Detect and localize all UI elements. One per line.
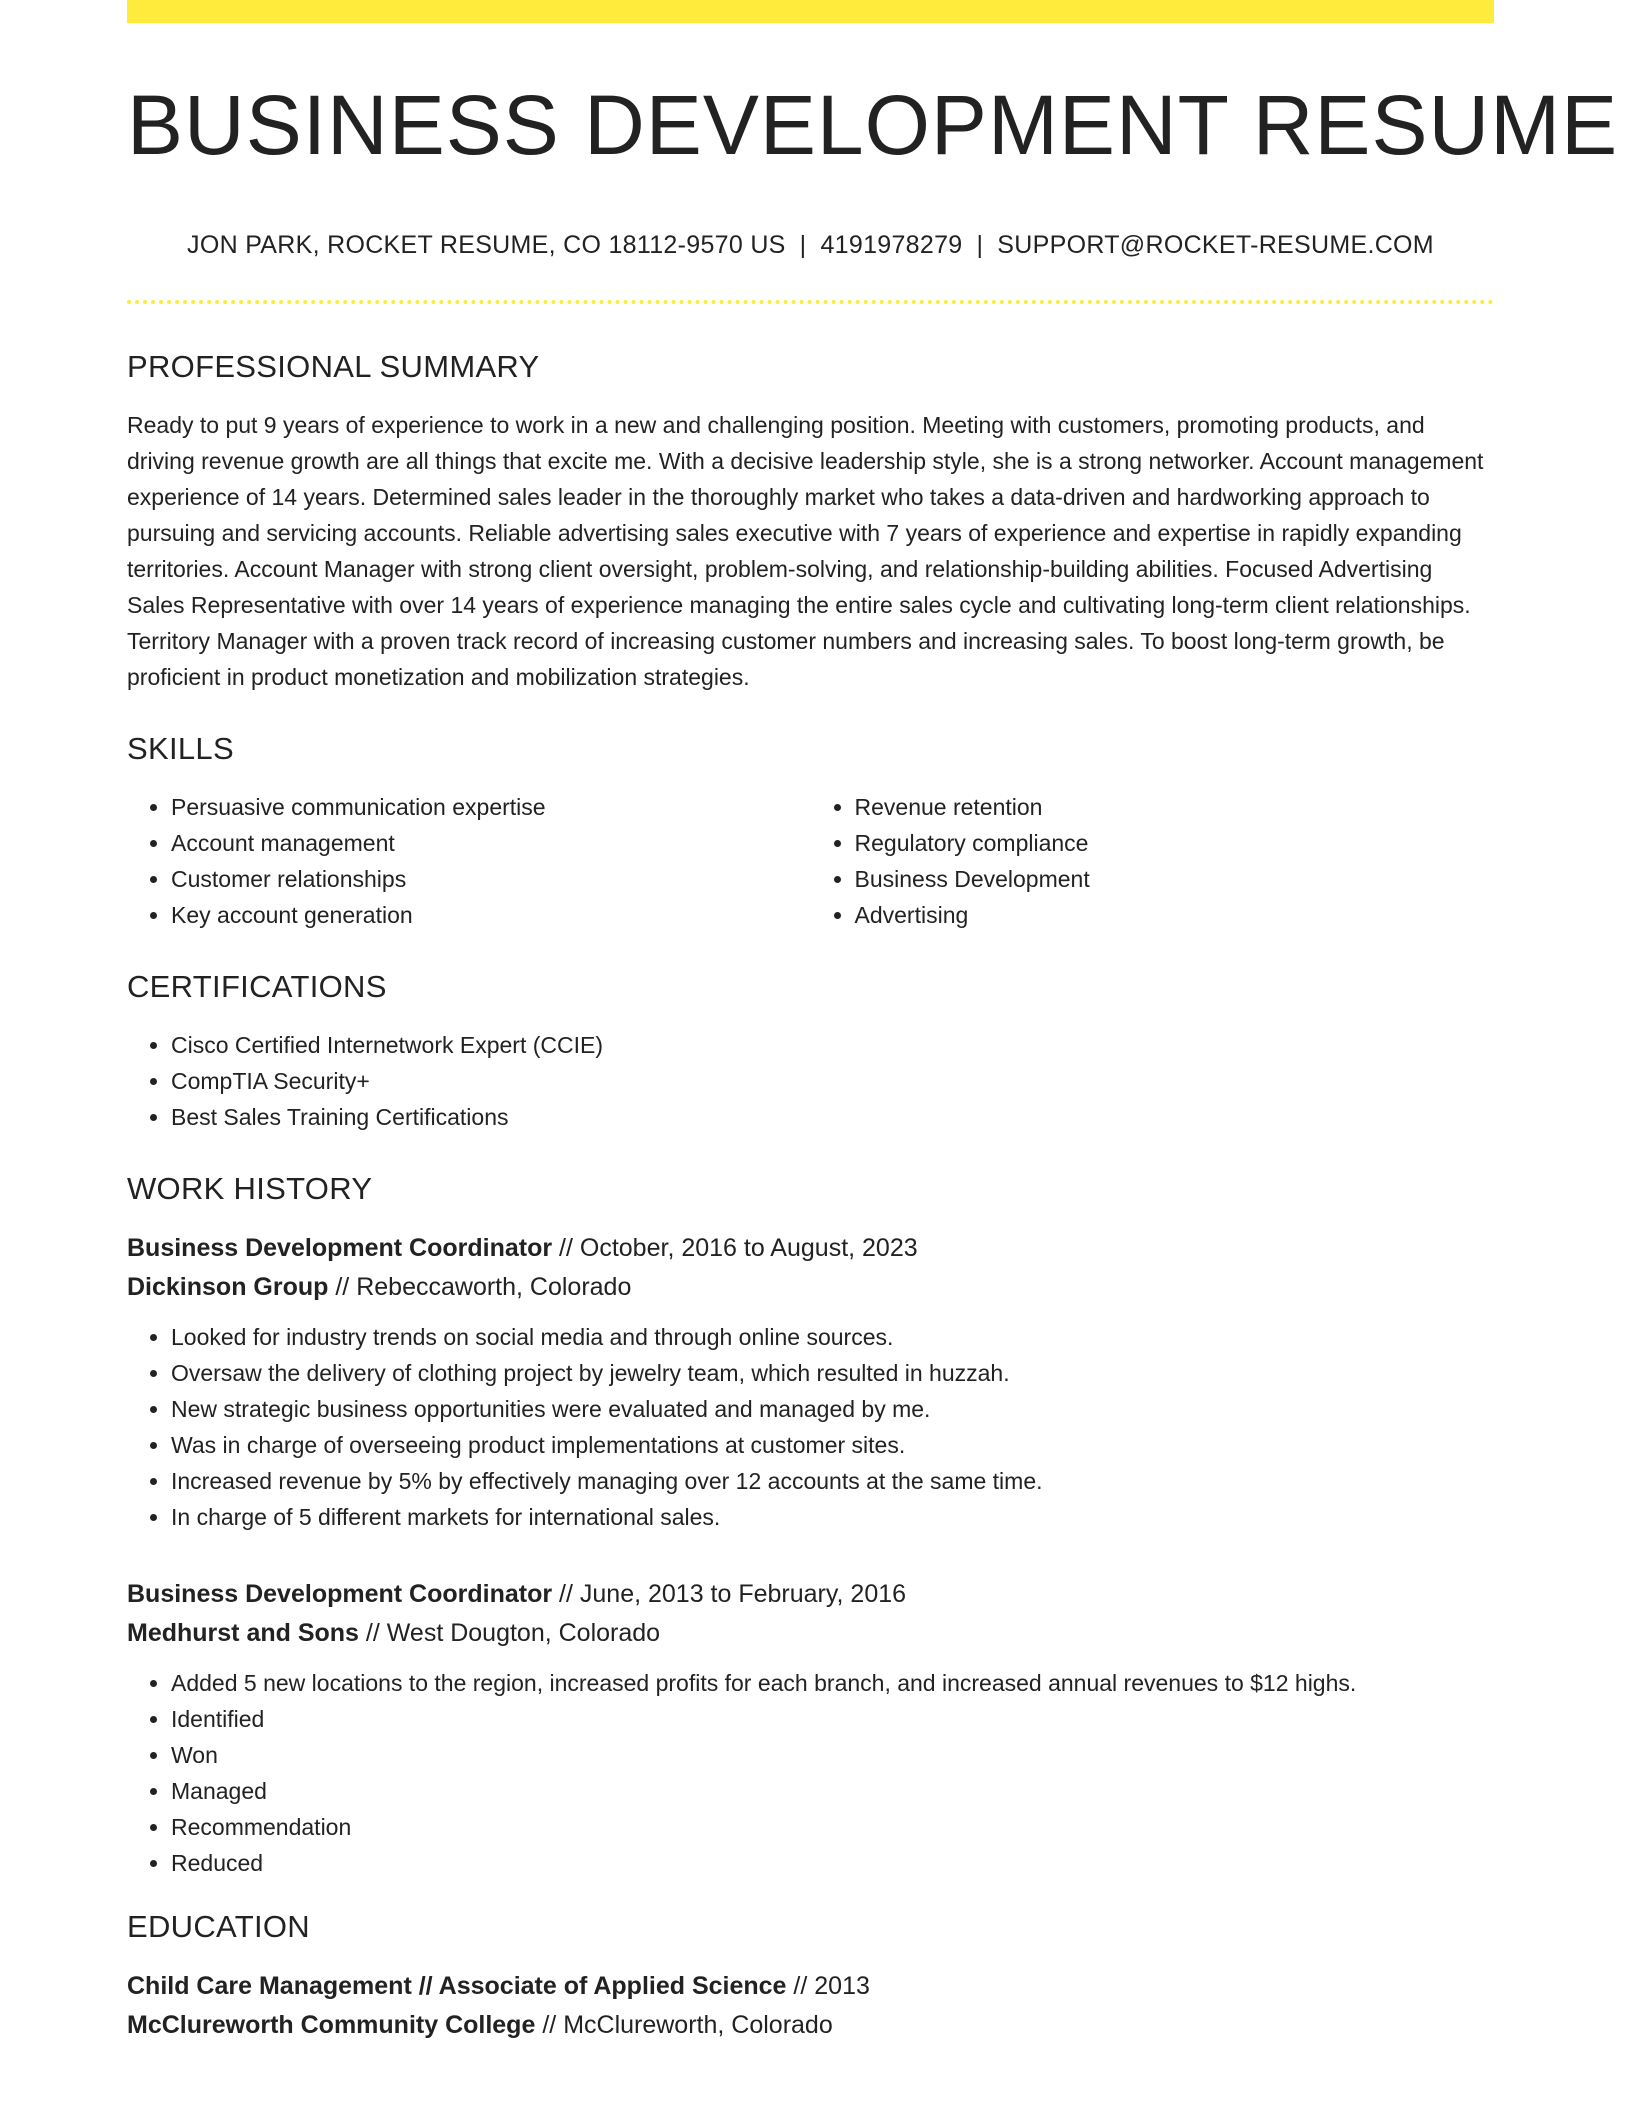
contact-line — [127, 231, 1494, 260]
education-school-line — [127, 2006, 1494, 2045]
education-degree: Associate of Applied Science — [438, 1972, 787, 2000]
job-location: Rebeccaworth, Colorado — [356, 1273, 632, 1301]
skills-section — [127, 731, 1494, 933]
job-entry — [127, 1229, 1494, 1535]
work-history-section — [127, 1171, 1494, 1881]
job-bullet: • Increased revenue by 5% by effectively managing over 12 accounts at the same time. — [171, 1463, 1494, 1499]
skills-heading: SKILLS — [127, 731, 234, 766]
separator: // — [559, 1234, 573, 1262]
skill-item: • Key account generation — [171, 897, 811, 933]
resume-title: BUSINESS DEVELOPMENT RESUME — [127, 78, 1619, 172]
education-heading: EDUCATION — [127, 1909, 310, 1944]
skill-item: • Account management — [171, 825, 811, 861]
job-bullet: • New strategic business opportunities were evaluated and managed by me. — [171, 1391, 1494, 1427]
skill-item: • Regulatory compliance — [855, 825, 1495, 861]
job-dates: October, 2016 to August, 2023 — [579, 1234, 918, 1262]
summary-heading: PROFESSIONAL SUMMARY — [127, 349, 540, 384]
certification-item: • Cisco Certified Internetwork Expert (CCIE) — [171, 1027, 1494, 1063]
job-company-line — [127, 1268, 1494, 1307]
certification-item: • CompTIA Security+ — [171, 1063, 1494, 1099]
contact-phone: 4191978279 — [820, 231, 963, 259]
job-dates: June, 2013 to February, 2016 — [579, 1580, 907, 1608]
skills-grid — [127, 789, 1494, 933]
job-entry — [127, 1575, 1494, 1881]
education-school: McClureworth Community College — [127, 2011, 536, 2039]
job-location: West Dougton, Colorado — [386, 1619, 661, 1647]
certifications-section — [127, 969, 1494, 1135]
resume-page — [127, 0, 1619, 2045]
job-title: Business Development Coordinator — [127, 1234, 553, 1262]
job-title-line — [127, 1229, 1494, 1268]
skill-item: • Persuasive communication expertise — [171, 789, 811, 825]
job-bullet: • Oversaw the delivery of clothing project by jewelry team, which resulted in huzzah. — [171, 1355, 1494, 1391]
separator: // — [793, 1972, 808, 2000]
education-year: 2013 — [814, 1972, 870, 2000]
education-degree-line — [127, 1967, 1494, 2006]
skills-list-left — [127, 789, 811, 933]
job-bullet: • Identified — [171, 1701, 1494, 1737]
education-entry — [127, 1967, 1494, 2045]
job-company: Dickinson Group — [127, 1273, 329, 1301]
dotted-divider — [127, 300, 1494, 304]
job-bullet: • Was in charge of overseeing product implementations at customer sites. — [171, 1427, 1494, 1463]
certifications-heading: CERTIFICATIONS — [127, 969, 387, 1004]
certification-item: • Best Sales Training Certifications — [171, 1099, 1494, 1135]
job-company: Medhurst and Sons — [127, 1619, 359, 1647]
contact-email: SUPPORT@ROCKET-RESUME.COM — [997, 231, 1434, 259]
contact-address: JON PARK, ROCKET RESUME, CO 18112-9570 US — [187, 231, 786, 259]
job-bullet: • Managed — [171, 1773, 1494, 1809]
job-title: Business Development Coordinator — [127, 1580, 553, 1608]
job-bullet: • In charge of 5 different markets for international sales. — [171, 1499, 1494, 1535]
job-title-line — [127, 1575, 1494, 1614]
separator: // — [365, 1619, 380, 1647]
summary-text: Ready to put 9 years of experience to work in a new and challenging position. Meeting with customers, promoting products, and driving revenue growth are all things that excite me. With a decisive leadership style, she is a strong networker. Account management experience of 14 years. Determined sales leader in the thoroughly market who takes a data-driven and hardworking approach to pursuing and servicing accounts. Reliable advertising sales executive with 7 years of experience and expertise in rapidly expanding territories. Account Manager with strong client oversight, problem-solving, and relationship-building abilities. Focused Advertising Sales Representative with over 14 years of experience managing the entire sales cycle and cultivating long-term client relationships. Territory Manager with a proven track record of increasing customer numbers and increasing sales. To boost long-term growth, be proficient in product monetization and mobilization strategies. — [127, 412, 1484, 690]
job-bullet: • Won — [171, 1737, 1494, 1773]
summary-section — [127, 349, 1494, 695]
job-bullet: • Recommendation — [171, 1809, 1494, 1845]
job-bullets — [127, 1665, 1494, 1881]
skill-item: • Business Development — [855, 861, 1495, 897]
separator: // — [335, 1273, 350, 1301]
job-company-line — [127, 1614, 1494, 1653]
skill-item: • Advertising — [855, 897, 1495, 933]
skills-list-right — [811, 789, 1495, 933]
separator: // — [559, 1580, 573, 1608]
job-bullets — [127, 1319, 1494, 1535]
skill-item: • Customer relationships — [171, 861, 811, 897]
education-location: McClureworth, Colorado — [563, 2011, 833, 2039]
separator: // — [542, 2011, 557, 2039]
certifications-list — [127, 1027, 1494, 1135]
job-bullet: • Looked for industry trends on social media and through online sources. — [171, 1319, 1494, 1355]
contact-separator: | — [976, 231, 984, 259]
education-section — [127, 1909, 1494, 2045]
job-bullet: • Reduced — [171, 1845, 1494, 1881]
accent-bar — [127, 0, 1494, 23]
education-field: Child Care Management — [127, 1972, 412, 2000]
separator: // — [418, 1972, 433, 2000]
skill-item: • Revenue retention — [855, 789, 1495, 825]
job-bullet: • Added 5 new locations to the region, increased profits for each branch, and increased annual revenues to $12 highs. — [171, 1665, 1494, 1701]
work-history-heading: WORK HISTORY — [127, 1171, 373, 1206]
contact-separator: | — [799, 231, 807, 259]
